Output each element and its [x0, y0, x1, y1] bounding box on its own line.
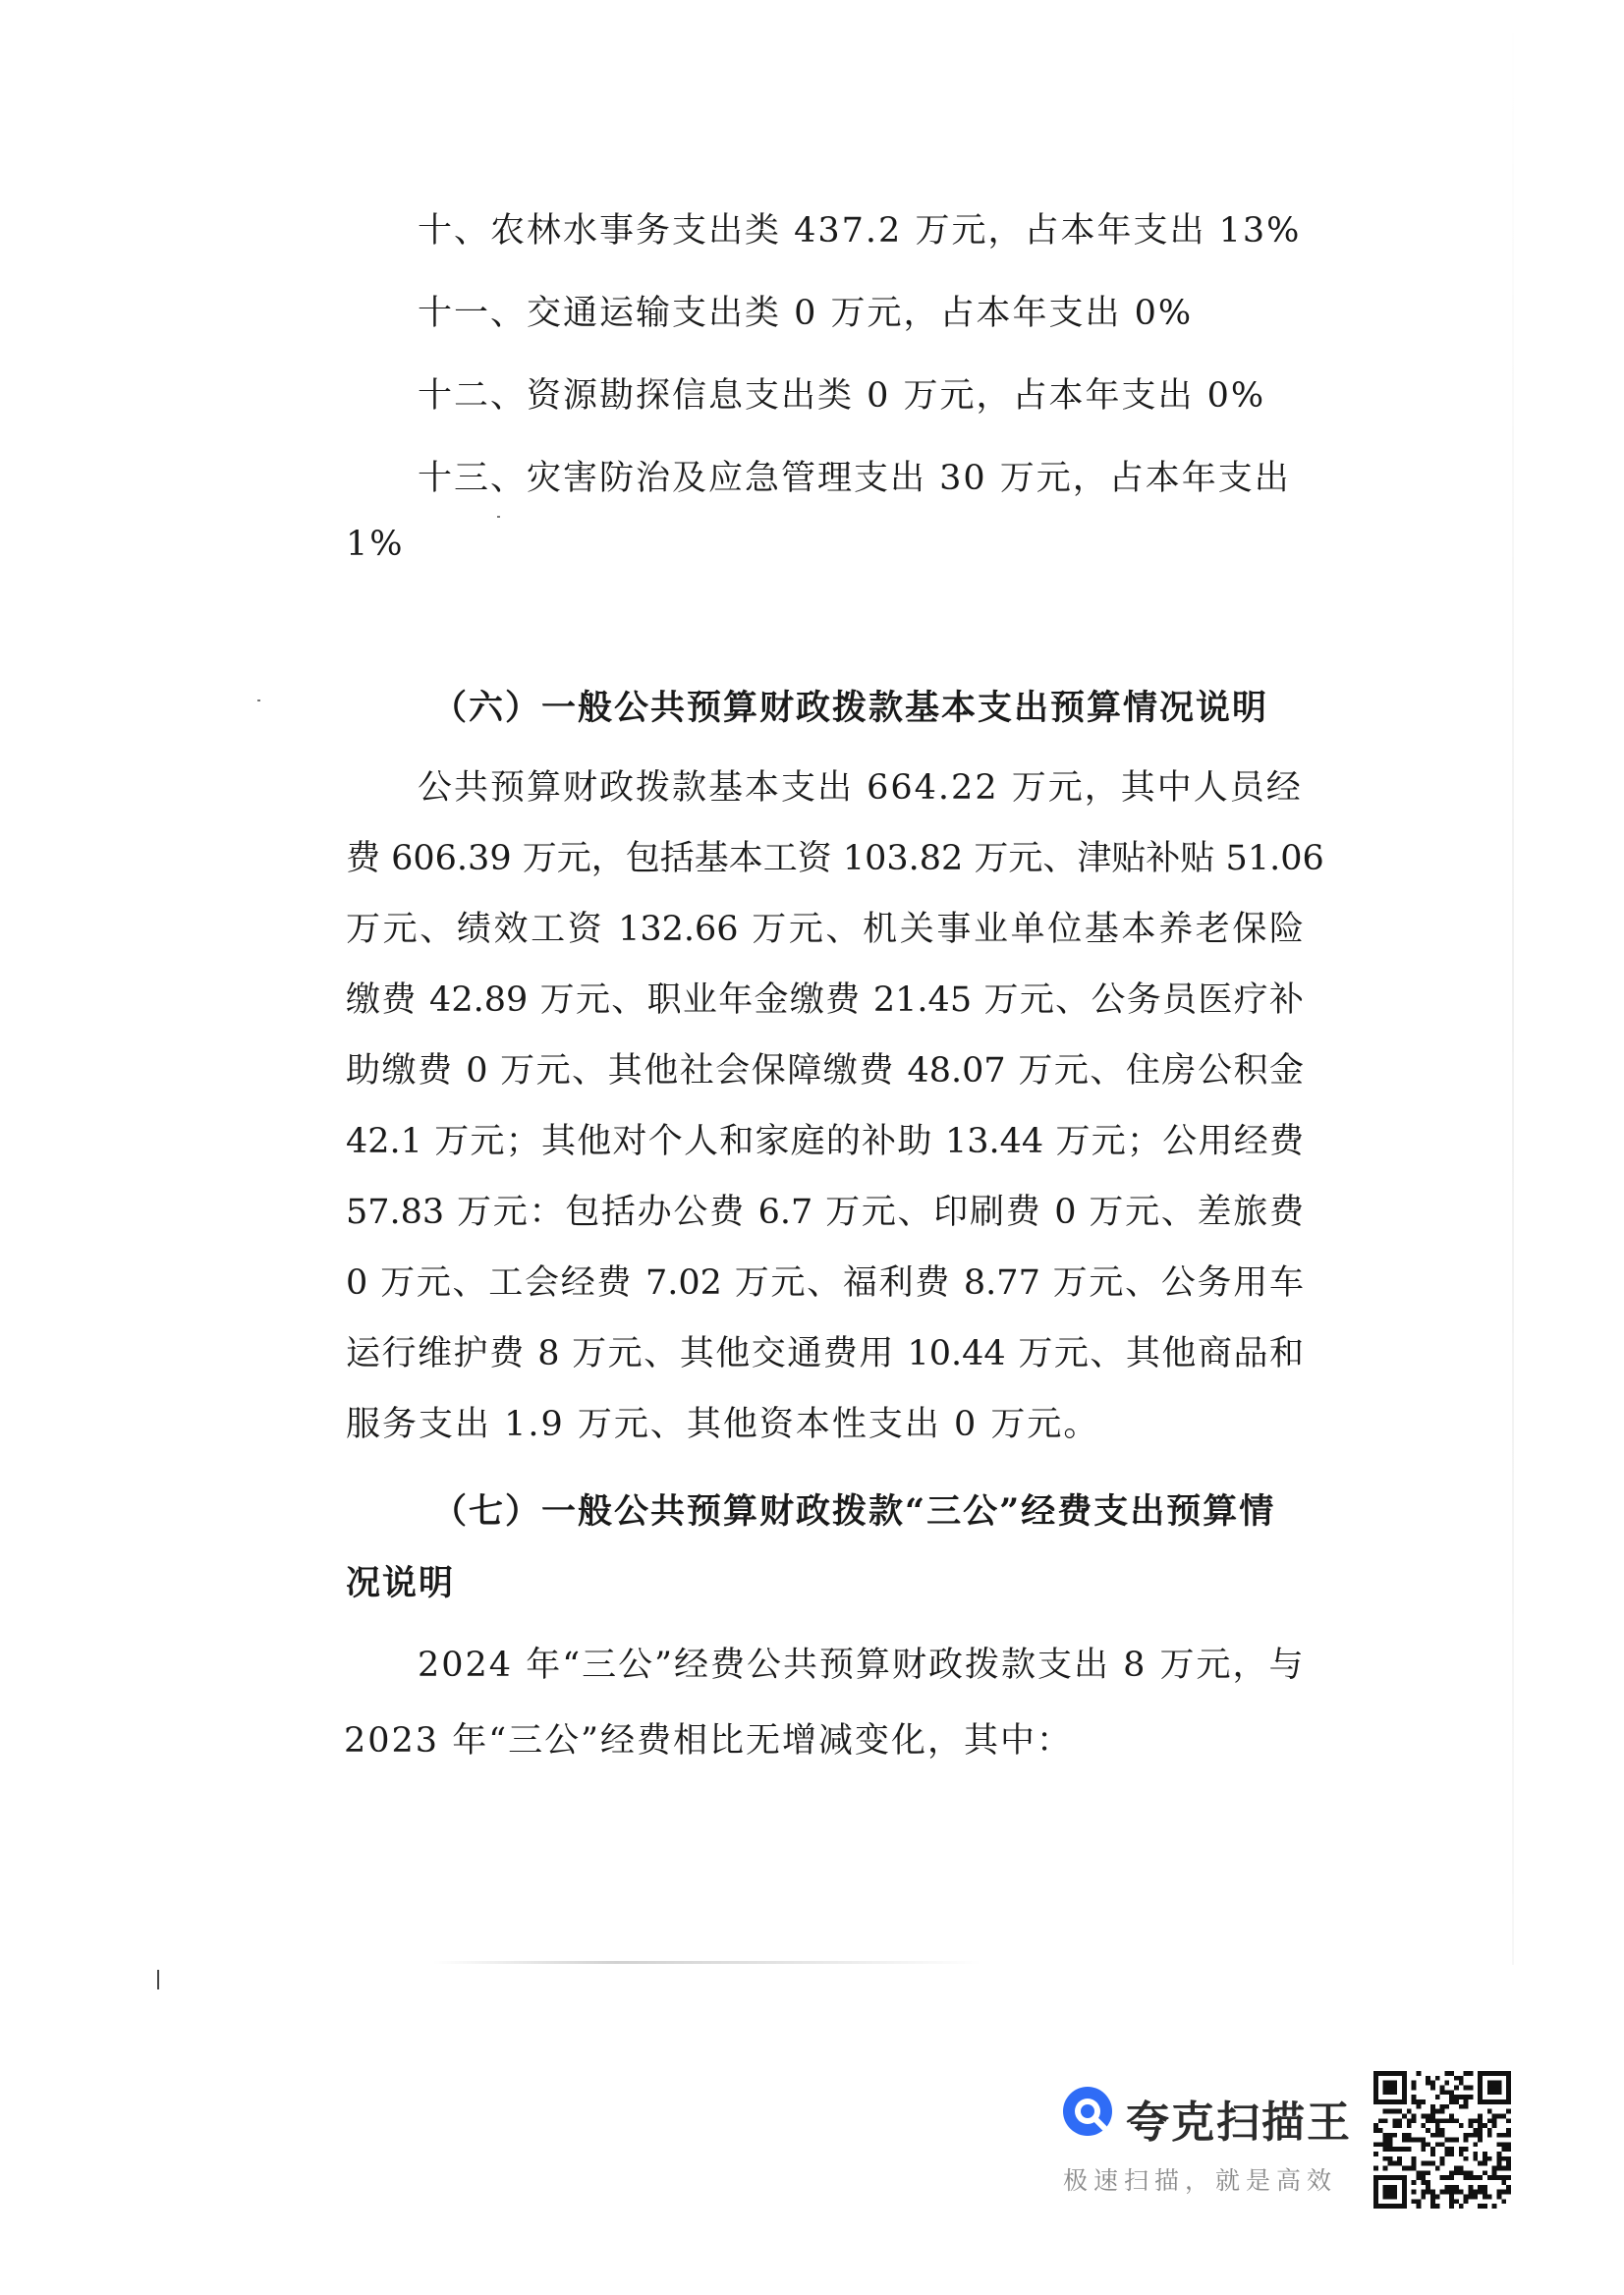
section-6-heading: （六）一般公共预算财政拨款基本支出预算情况说明	[432, 688, 1269, 728]
scanner-watermark	[1061, 2071, 1513, 2209]
margin-tick-mark	[157, 1970, 159, 1989]
watermark-brand: 夸克扫描王	[1126, 2098, 1352, 2148]
expense-item-10: 十、农林水事务支出类 437.2 万元，占本年支出 13%	[418, 211, 1302, 251]
qr-code-icon	[1373, 2071, 1511, 2209]
scan-speck	[257, 700, 260, 701]
section-6-paragraph-line: 费 606.39 万元，包括基本工资 103.82 万元、津贴补贴 51.06	[346, 839, 1324, 878]
section-6-paragraph-line: 0 万元、工会经费 7.02 万元、福利费 8.77 万元、公务用车	[346, 1263, 1304, 1303]
expense-item-13-continued: 1%	[346, 525, 405, 564]
section-6-paragraph-line: 公共预算财政拨款基本支出 664.22 万元，其中人员经	[418, 768, 1303, 808]
section-6-paragraph-line: 助缴费 0 万元、其他社会保障缴费 48.07 万元、住房公积金	[346, 1051, 1304, 1091]
expense-item-11: 十一、交通运输支出类 0 万元，占本年支出 0%	[418, 294, 1194, 333]
quark-logo-icon	[1061, 2085, 1114, 2138]
section-6-paragraph-line: 运行维护费 8 万元、其他交通费用 10.44 万元、其他商品和	[346, 1334, 1304, 1373]
expense-item-12: 十二、资源勘探信息支出类 0 万元，占本年支出 0%	[418, 376, 1266, 416]
scan-speck	[497, 516, 500, 518]
watermark-slogan: 极速扫描，就是高效	[1063, 2166, 1338, 2195]
page-bottom-rule	[432, 1961, 982, 1964]
section-6-paragraph-line: 万元、绩效工资 132.66 万元、机关事业单位基本养老保险	[346, 910, 1305, 949]
section-7-heading-continued: 况说明	[346, 1563, 456, 1603]
section-6-paragraph-line: 42.1 万元；其他对个人和家庭的补助 13.44 万元；公用经费	[346, 1122, 1304, 1161]
section-7-paragraph-line: 2024 年“三公”经费公共预算财政拨款支出 8 万元，与	[418, 1646, 1306, 1685]
section-7-heading: （七）一般公共预算财政拨款“三公”经费支出预算情	[432, 1491, 1276, 1532]
expense-item-13: 十三、灾害防治及应急管理支出 30 万元，占本年支出	[418, 459, 1291, 498]
section-6-paragraph-line: 缴费 42.89 万元、职业年金缴费 21.45 万元、公务员医疗补	[346, 980, 1304, 1020]
section-6-paragraph-line: 57.83 万元：包括办公费 6.7 万元、印刷费 0 万元、差旅费	[346, 1193, 1304, 1232]
scan-edge-shadow	[1512, 0, 1514, 1965]
section-6-paragraph-line: 服务支出 1.9 万元、其他资本性支出 0 万元。	[346, 1405, 1100, 1444]
section-7-paragraph-line: 2023 年“三公”经费相比无增减变化，其中：	[344, 1721, 1073, 1761]
